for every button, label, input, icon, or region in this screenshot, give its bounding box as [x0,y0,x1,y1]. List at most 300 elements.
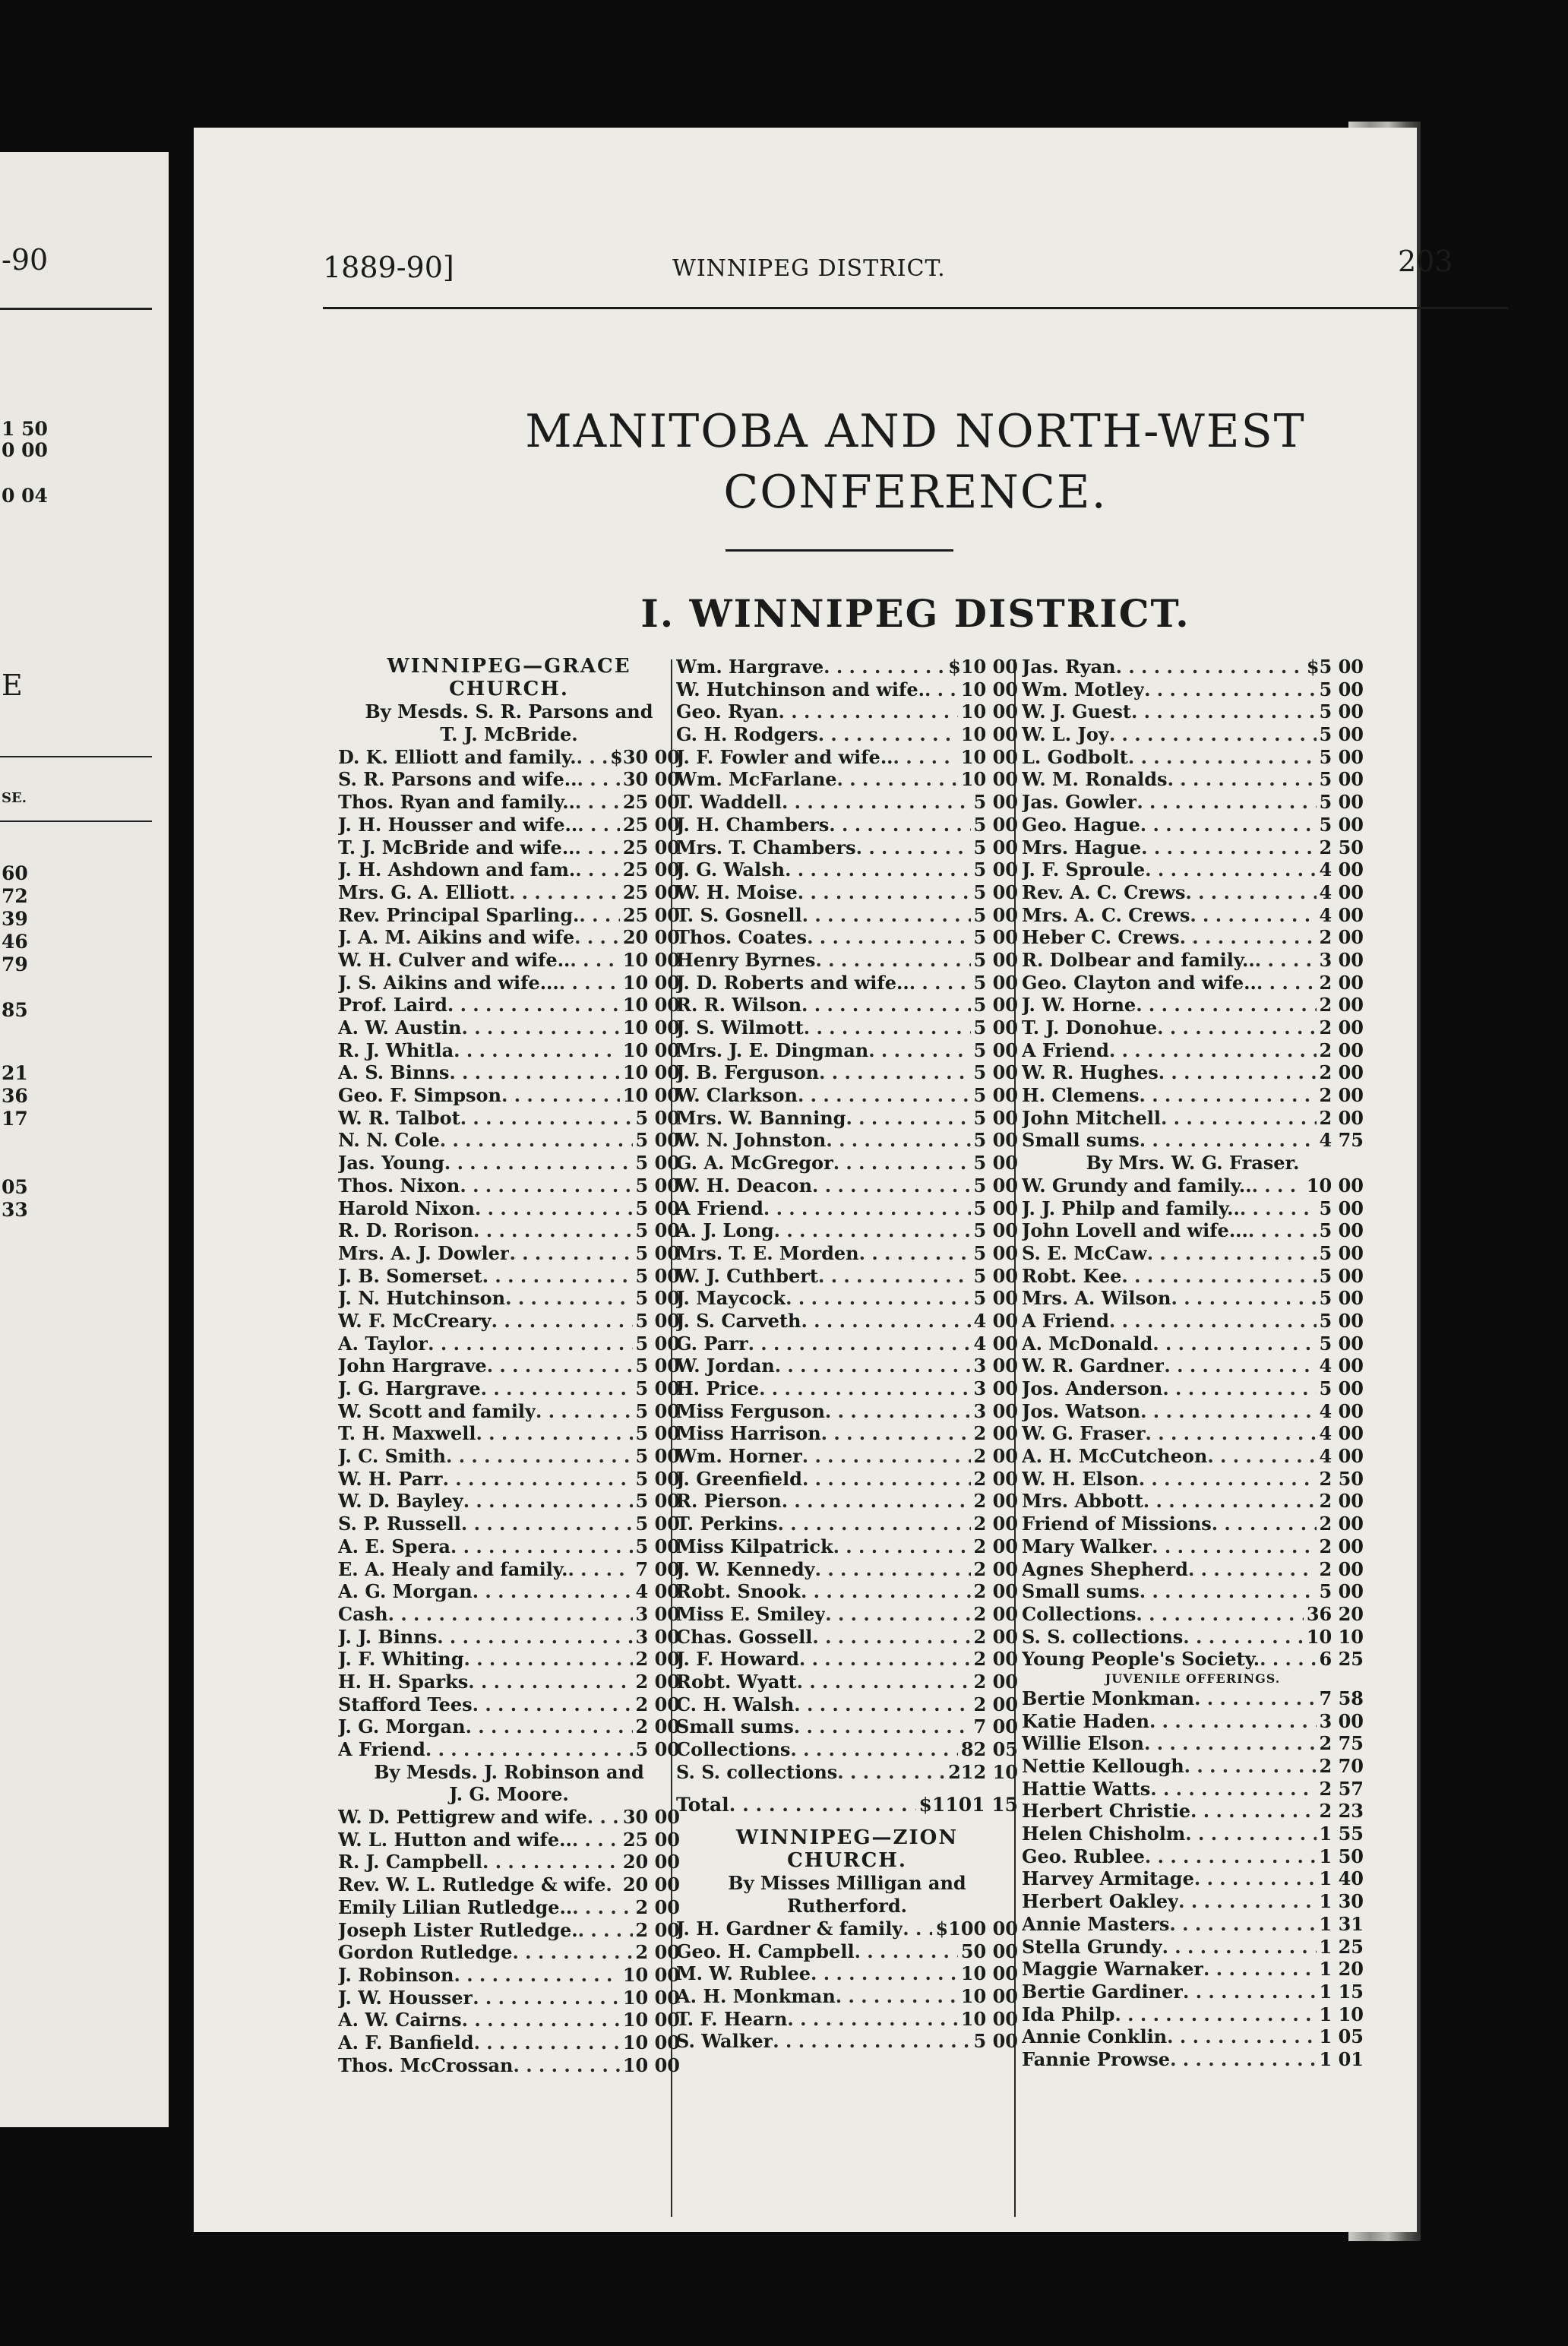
subscription-entry [676,1940,1018,1963]
leader-dots [473,1693,633,1715]
donation-amount: 2 00 [1319,1106,1364,1129]
donor-name: Mrs. A. Wilson [1022,1287,1171,1310]
subscription-entry [1022,1265,1364,1288]
donor-name: J. G. Hargrave [338,1377,481,1399]
donation-amount: 2 23 [1319,1800,1364,1823]
donor-name: W. M. Ronalds [1022,768,1168,791]
subscription-entry [676,1242,1018,1265]
donation-amount: 10 00 [960,745,1018,768]
subscription-entry [1022,1867,1364,1890]
donor-name: G. H. Rodgers [676,723,818,746]
subscription-entry [1022,904,1364,927]
donation-amount: 5 00 [1319,791,1364,814]
leader-dots [1185,1823,1316,1845]
leader-dots [779,700,958,722]
subscription-entry [1022,1197,1364,1220]
donor-name: S. E. McCaw [1022,1241,1147,1264]
donor-name: Rev. A. C. Crews [1022,881,1186,903]
leader-dots [575,858,620,881]
subscription-entry [338,1941,680,1964]
donor-name: W. Scott and family [338,1399,536,1422]
leader-dots [1136,1603,1303,1625]
prev-page-rule [0,756,152,757]
donation-amount: 2 00 [1319,1557,1364,1580]
donation-amount: 5 00 [635,1422,680,1445]
donation-amount: 5 00 [1319,1309,1364,1332]
donation-amount: 2 00 [973,1602,1018,1625]
leader-dots [1145,1845,1317,1867]
donor-name: A. Taylor [338,1332,428,1355]
donation-amount: 3 00 [1319,948,1364,971]
donation-amount: 2 00 [635,1670,680,1693]
donor-name: Mrs. W. Banning [676,1106,846,1129]
donation-amount: 10 00 [622,2031,680,2054]
donor-name: A. McDonald [1022,1332,1153,1355]
total-amount: $1101 15 [918,1794,1018,1816]
donor-name: J. G. Walsh [676,858,786,881]
leader-dots [748,1333,971,1355]
donation-amount: 5 00 [973,903,1018,926]
subscription-entry [676,1558,1018,1581]
donation-amount: 5 00 [973,926,1018,949]
donor-name: T. Perkins [676,1513,778,1535]
donor-name: Mrs. Hague [1022,836,1142,858]
donor-name: G. A. McGregor [676,1152,833,1175]
leader-dots [473,1987,620,2009]
donor-name: J. B. Ferguson [676,1061,820,1084]
donation-amount: 10 00 [960,2007,1018,2030]
donation-amount: 5 00 [635,1332,680,1355]
donor-name: Helen Chisholm [1022,1823,1186,1845]
subscription-entry [1022,1755,1364,1778]
subscription-entry [338,1806,680,1829]
subscription-entry [676,949,1018,972]
donation-amount: 25 00 [622,813,680,836]
subscription-entry [338,1513,680,1535]
prev-page-fragment: 33 [2,1199,28,1221]
leader-dots [570,949,619,971]
leader-dots [1140,1084,1317,1106]
subscription-entry [338,1964,680,1987]
subscription-entry [676,768,1018,791]
donor-name: Mrs. T. E. Morden [676,1241,859,1264]
donation-amount: 10 00 [960,700,1018,723]
leader-dots [812,1175,971,1197]
donation-amount: 212 10 [948,1760,1018,1783]
subscription-entry [676,858,1018,881]
subscription-entry [1022,1535,1364,1558]
donor-name: Geo. F. Simpson [338,1084,501,1107]
donor-name: J. S. Aikins and wife... [338,971,559,994]
donor-name: W. R. Hughes [1022,1061,1159,1084]
subscription-entry [676,1985,1018,2008]
leader-dots [811,1962,958,1984]
donor-name: J. B. Somerset [338,1264,482,1287]
subscription-entry [338,1152,680,1175]
donation-amount: 2 00 [973,1467,1018,1490]
subscription-entry [1022,858,1364,881]
leader-dots [868,1039,970,1061]
donation-amount: $30 00 [610,745,680,768]
donor-name: W. H. Elson [1022,1467,1139,1490]
donor-name: Collections [676,1738,791,1760]
donation-amount: 5 00 [1319,700,1364,723]
donor-name: S. R. Parsons and wife.. [338,768,577,791]
subscription-entry [676,1490,1018,1513]
subscription-entry [676,1061,1018,1084]
donor-name: W. H. Parr [338,1467,443,1490]
donor-name: J. F. Sproule [1022,858,1146,881]
donation-amount: 5 00 [635,1377,680,1399]
donor-name: T. H. Maxwell [338,1422,476,1445]
donor-name: H. H. Sparks [338,1670,469,1693]
subscription-entry [1022,791,1364,814]
donor-name: Robt. Kee [1022,1264,1122,1287]
subscription-entry [338,1738,680,1761]
donor-name: A. H. Monkman [676,1984,836,2007]
donation-amount: 5 00 [973,1152,1018,1175]
subscription-entry [338,791,680,814]
leader-dots [818,723,958,745]
leader-dots [559,972,620,994]
donor-name: A Friend [338,1738,425,1760]
subscription-entry [338,1310,680,1333]
subscription-entry [676,1513,1018,1535]
leader-dots [454,1039,620,1061]
donor-name: Maggie Warnaker [1022,1958,1204,1981]
leader-dots [801,1580,971,1602]
leader-dots [775,1355,971,1377]
donor-name: J. H. Gardner & family [676,1917,903,1940]
donor-name: Rev. Principal Sparling. [338,903,580,926]
subscription-entry [676,678,1018,701]
donor-name: W. J. Guest [1022,700,1131,723]
donation-amount: 5 00 [1319,745,1364,768]
donation-amount: 3 00 [635,1625,680,1648]
column-1 [338,656,680,2076]
subscription-entry [338,1242,680,1265]
subscription-entry [676,904,1018,927]
donor-name: Mrs. J. E. Dingman [676,1039,869,1061]
donation-amount: 5 00 [635,1355,680,1377]
leader-dots [388,1603,633,1625]
donor-name: J. Robinson [338,1963,454,1986]
donor-name: J. S. Carveth [676,1309,801,1332]
leader-dots [1136,791,1316,813]
donation-amount: 2 00 [1319,1490,1364,1513]
donation-amount: 2 00 [635,1648,680,1671]
conference-title-line: CONFERENCE. [723,466,1108,519]
donor-name: E. A. Healy and family. [338,1557,568,1580]
leader-dots [577,768,620,790]
leader-dots [463,1490,633,1512]
subscription-entry [338,1107,680,1130]
donation-amount: 4 00 [1319,903,1364,926]
leader-dots [1183,1981,1317,2003]
subscription-list [1022,1175,1364,1671]
subscription-entry [338,768,680,791]
subscription-entry [676,836,1018,859]
leader-dots [462,2009,620,2031]
donor-name: Geo. H. Campbell [676,1940,855,1962]
subscription-entry [1022,1626,1364,1649]
donor-name: Agnes Shepherd [1022,1557,1188,1580]
donation-amount: 82 05 [960,1738,1018,1760]
subscription-entry [338,1039,680,1062]
donor-name: Miss E. Smiley [676,1602,826,1625]
donation-amount: 1 40 [1319,1867,1364,1890]
donor-name: A. W. Austin [338,1016,462,1039]
leader-dots [1212,1513,1317,1535]
subscription-entry [338,1219,680,1242]
subscription-entry [338,1265,680,1288]
leader-dots [474,2031,620,2054]
subscription-entry [1022,1175,1364,1197]
donation-amount: 10 00 [960,768,1018,791]
donor-name: Herbert Christie [1022,1800,1191,1823]
subscription-entry [338,1558,680,1581]
leader-dots [1128,746,1317,768]
donation-amount: 2 75 [1319,1732,1364,1755]
subscription-entry [676,656,1018,678]
leader-dots [1248,1219,1317,1241]
donor-name: A. F. Banfield [338,2031,474,2054]
spacer [676,1816,1018,1827]
subscription-entry [1022,1333,1364,1355]
subscription-entry [1022,1061,1364,1084]
subscription-entry [338,1333,680,1355]
leader-dots [794,1693,970,1715]
donor-name: W. H. Moise [676,881,798,903]
donation-amount: 2 00 [973,1670,1018,1693]
leader-dots [1136,994,1316,1016]
leader-dots [512,1941,632,1963]
subscription-entry [338,1490,680,1513]
donation-amount: 7 00 [635,1557,680,1580]
donation-amount: 4 00 [1319,858,1364,881]
subscription-entry [676,1129,1018,1152]
leader-dots [1257,972,1317,994]
subscription-entry [1022,1355,1364,1377]
donation-amount: 5 00 [635,1738,680,1760]
donor-name: Miss Harrison [676,1422,821,1445]
subscription-entry [1022,1084,1364,1107]
leader-dots [567,1558,632,1580]
leader-dots [1152,1535,1316,1557]
donor-name: Willie Elson [1022,1732,1145,1755]
leader-dots [818,1265,971,1287]
donor-name: Robt. Snook [676,1580,801,1603]
leader-dots [801,1310,970,1332]
subscription-entry [676,972,1018,994]
donor-name: H. Price [676,1377,760,1399]
donor-name: Thos. Coates [676,926,808,949]
leader-dots [826,1129,970,1151]
header-year: 1889-90] [323,251,454,284]
donor-name: Mrs. T. Chambers [676,836,856,858]
donation-amount: 5 00 [1319,813,1364,836]
donation-amount: 4 00 [973,1332,1018,1355]
subscription-entry [676,1175,1018,1197]
donor-name: A Friend [676,1197,763,1219]
subscription-entry [676,1400,1018,1423]
subscription-entry [1022,723,1364,746]
leader-dots [787,2008,957,2030]
subscription-entry [676,1039,1018,1062]
leader-dots [785,858,970,881]
leader-dots [815,1558,971,1580]
leader-dots [514,2054,620,2076]
collectors-line: Rutherford. [787,1895,907,1918]
leader-dots [462,1016,620,1039]
donor-name: R. Dolbear and family.. [1022,948,1255,971]
collectors-line: By Mesds. J. Robinson and [374,1760,644,1783]
donation-amount: 5 00 [635,1152,680,1175]
donor-name: R. R. Wilson [676,994,802,1016]
leader-dots [482,1265,633,1287]
leader-dots [759,1377,970,1399]
donor-name: Hattie Watts [1022,1777,1151,1800]
donation-amount: 5 00 [635,1445,680,1468]
donation-amount: 2 00 [635,1895,680,1918]
donor-name: Heber C. Crews [1022,926,1180,949]
donation-amount: 30 00 [622,768,680,791]
donation-amount: 5 00 [1319,1287,1364,1310]
subscription-list [338,1806,680,2076]
subscription-entry [338,1896,680,1919]
leader-dots [1121,1265,1316,1287]
leader-dots [1255,949,1317,971]
donation-amount: 5 00 [1319,1264,1364,1287]
donor-name: S. P. Russell [338,1513,461,1535]
leader-dots [1252,1175,1304,1197]
donation-amount: 2 00 [1319,926,1364,949]
subscription-entry [676,1761,1018,1784]
donation-amount: 5 00 [635,1399,680,1422]
leader-dots [492,1310,633,1332]
donation-amount: 2 00 [973,1580,1018,1603]
donation-amount: 1 25 [1319,1935,1364,1958]
subscription-entry [338,2031,680,2054]
donation-amount: 5 00 [1319,678,1364,700]
subscription-entry [676,1310,1018,1333]
leader-dots [444,1152,633,1174]
leader-dots [833,1152,971,1174]
leader-dots [1140,1400,1316,1422]
leader-dots [572,1896,632,1918]
donor-name: A. H. McCutcheon [1022,1445,1208,1468]
leader-dots [446,1445,633,1467]
donor-name: J. F. Howard [676,1648,799,1671]
donor-name: W. F. McCreary [338,1309,492,1332]
leader-dots [799,1648,971,1670]
donor-name: S. S. collections [676,1760,838,1783]
donation-amount: $100 00 [935,1917,1018,1940]
donor-name: Mrs. A. J. Dowler [338,1241,510,1264]
donation-amount: 5 00 [1319,1377,1364,1399]
donation-amount: 10 00 [622,2009,680,2031]
subscription-entry [1022,1310,1364,1333]
subscription-entry [676,926,1018,949]
donor-name: Jas. Gowler [1022,791,1137,814]
leader-dots [447,994,620,1016]
leader-dots [1109,1310,1317,1332]
district-title: I. WINNIPEG DISTRICT. [640,591,1190,636]
donor-name: Miss Kilpatrick [676,1535,833,1557]
collectors-line: T. J. McBride. [440,723,578,746]
leader-dots [575,791,620,813]
donor-name: Stafford Tees [338,1693,473,1715]
donation-amount: 5 00 [973,1264,1018,1287]
donation-amount: 10 00 [622,1016,680,1039]
prev-page-fragment: 0 04 [2,485,48,507]
donation-amount: 36 20 [1306,1602,1364,1625]
donation-amount: 5 00 [973,813,1018,836]
donation-amount: 25 00 [622,858,680,881]
leader-dots [1143,1490,1317,1512]
leader-dots [812,1626,970,1648]
prev-page-fragment: 0 00 [2,439,48,461]
donation-amount: 10 00 [622,1963,680,1986]
leader-dots [1194,1687,1316,1709]
donation-amount: 2 00 [635,1715,680,1738]
donation-amount: 1 50 [1319,1845,1364,1867]
donation-amount: 10 00 [622,1084,680,1107]
donation-amount: 2 00 [1319,1535,1364,1557]
leader-dots [1184,1755,1317,1777]
church-heading: CHURCH. [787,1848,907,1872]
donor-name: Fannie Prowse [1022,2047,1171,2070]
collectors-line: By Mesds. S. R. Parsons and [365,700,653,723]
donor-name: Henry Byrnes [676,948,816,971]
leader-dots [1157,1016,1316,1039]
prev-page-fragment: 46 [2,931,28,953]
donation-amount: 2 00 [635,1693,680,1715]
donation-amount: 2 00 [1319,971,1364,994]
subscription-entry [676,1016,1018,1039]
subscription-entry [338,972,680,994]
church-heading: WINNIPEG—GRACE [387,655,631,678]
subscription-entry [1022,1558,1364,1581]
subscription-entry [676,1197,1018,1220]
donation-amount: 5 00 [635,1106,680,1129]
subscription-entry [1022,1800,1364,1823]
donation-amount: 5 00 [635,1287,680,1310]
subscription-entry [338,1355,680,1377]
leader-dots [825,1400,971,1422]
subscription-entry [338,836,680,859]
subscription-entry [1022,1890,1364,1913]
leader-dots [1140,814,1317,836]
subscription-entry [338,1445,680,1468]
donor-name: M. W. Rublee [676,1962,811,1985]
donor-name: Katie Haden [1022,1709,1149,1732]
donation-amount: 2 00 [1319,1016,1364,1039]
donation-amount: 2 00 [973,1693,1018,1715]
donor-name: W. R. Gardner [1022,1355,1165,1377]
subscription-entry [1022,1242,1364,1265]
leader-dots [909,972,971,994]
prev-page-fragment: 05 [2,1176,28,1198]
leader-dots [802,904,971,926]
juvenile-offerings-heading: JUVENILE OFFERINGS. [1105,1671,1281,1686]
donation-amount: $10 00 [948,656,1018,678]
leader-dots [1171,1287,1317,1309]
donation-amount: 5 00 [973,1174,1018,1197]
leader-dots [1167,2025,1316,2047]
donation-amount: 2 00 [973,1490,1018,1513]
subscription-entry [676,1603,1018,1626]
